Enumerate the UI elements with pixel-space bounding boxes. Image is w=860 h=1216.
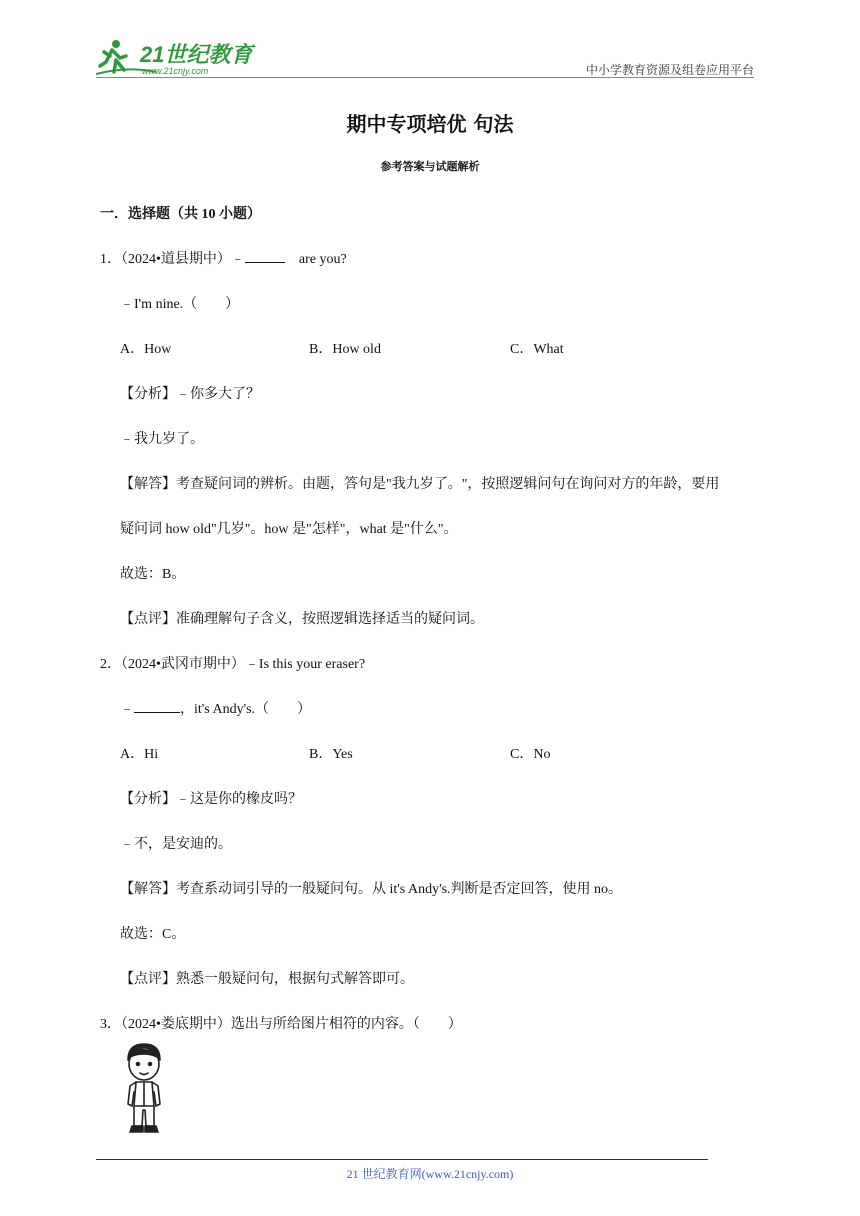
q2-choice: 故选：C。 <box>120 927 186 942</box>
q1-option-a: A．How <box>120 342 172 357</box>
q2-option-a: A．Hi <box>120 747 159 762</box>
q1-option-c: C．What <box>510 342 564 357</box>
q1-analysis-2: ﹣我九岁了。 <box>120 432 204 447</box>
site-logo <box>96 36 256 78</box>
answer-blank <box>134 700 180 713</box>
q2-stem: 2．（2024•武冈市期中）﹣Is this your eraser? <box>100 657 366 672</box>
section-heading: 一．选择题（共 10 小题） <box>100 207 261 222</box>
q2-option-b: B．Yes <box>309 747 353 762</box>
q1-stem: 1．（2024•道县期中）﹣ are you? <box>100 252 347 267</box>
q2-line2: ﹣ ，it's Andy's.（ ） <box>120 702 312 717</box>
q1-answer: 【解答】考查疑问词的辨析。由题，答句是"我九岁了。"，按照逻辑问句在询问对方的年龄，要用 <box>120 477 720 492</box>
q1-answer-2: 疑问词 how old"几岁"。how 是"怎样"，what 是"什么"。 <box>120 522 458 537</box>
page-title: 期中专项培优 句法 <box>346 112 514 136</box>
q2-answer: 【解答】考查系动词引导的一般疑问句。从 it's Andy's.判断是否定回答，使用 no。 <box>120 882 623 897</box>
q2-analysis-2: ﹣不，是安迪的。 <box>120 837 232 852</box>
boy-illustration <box>116 1042 172 1134</box>
answer-blank <box>245 250 285 263</box>
footer-divider <box>96 1159 708 1160</box>
header-platform-text: 中小学教育资源及组卷应用平台 <box>585 63 754 77</box>
footer-link[interactable]: 21 世纪教育网(www.21cnjy.com) <box>346 1167 514 1181</box>
q1-comment: 【点评】准确理解句子含义，按照逻辑选择适当的疑问词。 <box>120 612 484 627</box>
q3-stem: 3．（2024•娄底期中）选出与所给图片相符的内容。（ ） <box>100 1017 462 1032</box>
q1-option-b: B．How old <box>309 342 381 357</box>
header-divider <box>96 77 754 78</box>
q2-analysis: 【分析】﹣这是你的橡皮吗？ <box>120 792 302 807</box>
q1-choice: 故选：B。 <box>120 567 186 582</box>
q2-comment: 【点评】熟悉一般疑问句，根据句式解答即可。 <box>120 972 414 987</box>
q2-option-c: C．No <box>510 747 551 762</box>
svg-text:www.21cnjy.com: www.21cnjy.com <box>142 66 209 76</box>
svg-text:21世纪教育: 21世纪教育 <box>140 42 253 67</box>
page-subtitle: 参考答案与试题解析 <box>380 160 480 173</box>
q1-line2: ﹣I'm nine.（ ） <box>120 297 240 312</box>
q1-analysis: 【分析】﹣你多大了？ <box>120 387 260 402</box>
